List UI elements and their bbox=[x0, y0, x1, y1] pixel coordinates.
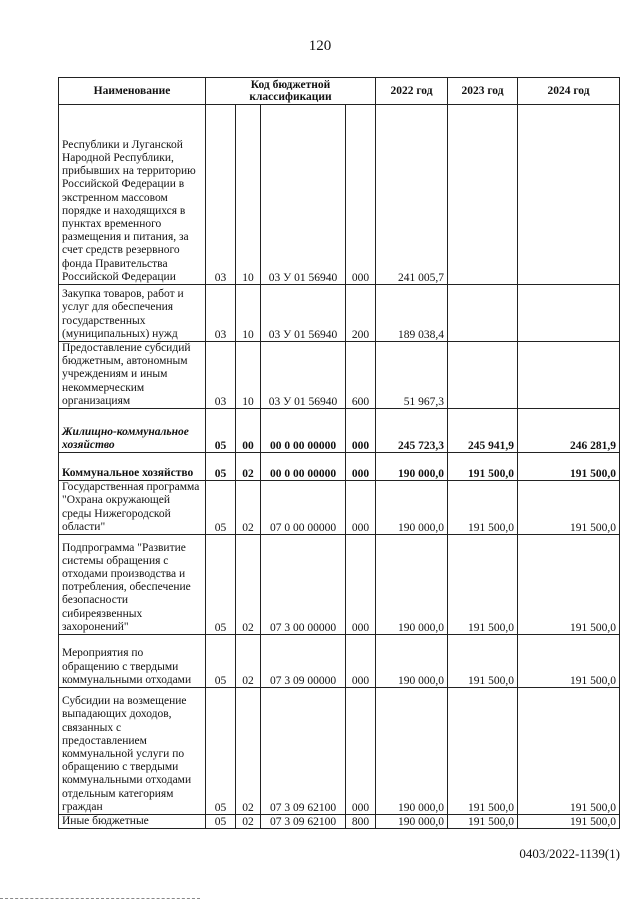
row-amount-2022: 241 005,7 bbox=[376, 105, 448, 285]
row-name: Субсидии на возмещение выпадающих доходов, связанных с предоставлением коммунальной услуги по обращению с твердыми коммунальными отходами отдельным категориям граждан bbox=[59, 688, 206, 815]
row-amount-2022: 189 038,4 bbox=[376, 285, 448, 342]
row-subsection: 02 bbox=[236, 815, 261, 829]
table-row bbox=[59, 285, 620, 342]
row-target-article: 07 0 00 00000 bbox=[261, 481, 346, 535]
row-section: 05 bbox=[206, 535, 236, 635]
row-section: 05 bbox=[206, 815, 236, 829]
row-target-article: 03 У 01 56940 bbox=[261, 285, 346, 342]
row-name: Республики и Луганской Народной Республики, прибывших на территорию Российской Федерации в экстренном массовом порядке и находящихся в пунктах временного размещения и питания, за счет средств резервного фонда Правительства Российской Федерации bbox=[59, 105, 206, 285]
row-target-article: 07 3 00 00000 bbox=[261, 535, 346, 635]
row-name: Подпрограмма "Развитие системы обращения с отходами производства и потребления, обеспечение безопасности сибиреязвенных захоронений" bbox=[59, 535, 206, 635]
row-amount-2022: 190 000,0 bbox=[376, 688, 448, 815]
table-row bbox=[59, 815, 620, 829]
document-code: 0403/2022-1139(1) bbox=[519, 846, 620, 861]
budget-table bbox=[58, 77, 620, 829]
row-amount-2023: 245 941,9 bbox=[448, 409, 518, 453]
table-row bbox=[59, 453, 620, 481]
row-target-article: 07 3 09 62100 bbox=[261, 815, 346, 829]
row-expense-type: 000 bbox=[346, 688, 376, 815]
row-subsection: 10 bbox=[236, 342, 261, 409]
table-row bbox=[59, 342, 620, 409]
row-target-article: 00 0 00 00000 bbox=[261, 409, 346, 453]
row-section: 05 bbox=[206, 481, 236, 535]
row-expense-type: 000 bbox=[346, 535, 376, 635]
row-amount-2023 bbox=[448, 105, 518, 285]
row-amount-2022: 190 000,0 bbox=[376, 453, 448, 481]
row-section: 03 bbox=[206, 105, 236, 285]
row-section: 05 bbox=[206, 688, 236, 815]
row-section: 05 bbox=[206, 635, 236, 688]
row-section: 05 bbox=[206, 409, 236, 453]
row-target-article: 03 У 01 56940 bbox=[261, 105, 346, 285]
row-amount-2024 bbox=[518, 342, 620, 409]
row-amount-2024: 191 500,0 bbox=[518, 481, 620, 535]
row-expense-type: 000 bbox=[346, 481, 376, 535]
row-name: Закупка товаров, работ и услуг для обеспечения государственных (муниципальных) нужд bbox=[59, 285, 206, 342]
row-amount-2024: 191 500,0 bbox=[518, 815, 620, 829]
row-expense-type: 000 bbox=[346, 105, 376, 285]
row-subsection: 02 bbox=[236, 535, 261, 635]
row-amount-2023: 191 500,0 bbox=[448, 635, 518, 688]
row-amount-2023 bbox=[448, 342, 518, 409]
row-section: 03 bbox=[206, 342, 236, 409]
row-name: Иные бюджетные bbox=[59, 815, 206, 829]
row-amount-2023: 191 500,0 bbox=[448, 688, 518, 815]
row-amount-2023: 191 500,0 bbox=[448, 815, 518, 829]
row-name: Жилищно-коммунальное хозяйство bbox=[59, 409, 206, 453]
row-amount-2024: 191 500,0 bbox=[518, 635, 620, 688]
row-amount-2023: 191 500,0 bbox=[448, 453, 518, 481]
row-section: 05 bbox=[206, 453, 236, 481]
table-header-row bbox=[59, 78, 620, 105]
row-amount-2022: 190 000,0 bbox=[376, 535, 448, 635]
row-name: Предоставление субсидий бюджетным, автономным учреждениям и иным некоммерческим организациям bbox=[59, 342, 206, 409]
row-target-article: 00 0 00 00000 bbox=[261, 453, 346, 481]
row-expense-type: 000 bbox=[346, 635, 376, 688]
row-subsection: 02 bbox=[236, 635, 261, 688]
row-subsection: 10 bbox=[236, 105, 261, 285]
row-target-article: 07 3 09 00000 bbox=[261, 635, 346, 688]
row-expense-type: 000 bbox=[346, 453, 376, 481]
table-row bbox=[59, 688, 620, 815]
row-subsection: 10 bbox=[236, 285, 261, 342]
row-name: Государственная программа "Охрана окружающей среды Нижегородской области" bbox=[59, 481, 206, 535]
row-amount-2024 bbox=[518, 285, 620, 342]
row-amount-2022: 190 000,0 bbox=[376, 481, 448, 535]
row-expense-type: 800 bbox=[346, 815, 376, 829]
row-amount-2024: 191 500,0 bbox=[518, 535, 620, 635]
row-expense-type: 600 bbox=[346, 342, 376, 409]
row-amount-2023: 191 500,0 bbox=[448, 535, 518, 635]
row-subsection: 02 bbox=[236, 688, 261, 815]
table-row bbox=[59, 535, 620, 635]
row-amount-2024 bbox=[518, 105, 620, 285]
row-target-article: 07 3 09 62100 bbox=[261, 688, 346, 815]
table-row bbox=[59, 409, 620, 453]
row-subsection: 00 bbox=[236, 409, 261, 453]
row-amount-2022: 51 967,3 bbox=[376, 342, 448, 409]
header-code: Код бюджетной классификации bbox=[206, 78, 376, 105]
row-amount-2022: 245 723,3 bbox=[376, 409, 448, 453]
row-amount-2022: 190 000,0 bbox=[376, 635, 448, 688]
footer-divider bbox=[0, 898, 200, 899]
row-subsection: 02 bbox=[236, 481, 261, 535]
row-amount-2024: 191 500,0 bbox=[518, 453, 620, 481]
row-target-article: 03 У 01 56940 bbox=[261, 342, 346, 409]
row-expense-type: 000 bbox=[346, 409, 376, 453]
table-row bbox=[59, 105, 620, 285]
row-amount-2024: 246 281,9 bbox=[518, 409, 620, 453]
header-name: Наименование bbox=[59, 78, 206, 105]
header-2024: 2024 год bbox=[518, 78, 620, 105]
header-2022: 2022 год bbox=[376, 78, 448, 105]
row-amount-2023: 191 500,0 bbox=[448, 481, 518, 535]
row-name: Коммунальное хозяйство bbox=[59, 453, 206, 481]
table-row bbox=[59, 481, 620, 535]
row-amount-2022: 190 000,0 bbox=[376, 815, 448, 829]
table-row bbox=[59, 635, 620, 688]
row-amount-2023 bbox=[448, 285, 518, 342]
header-2023: 2023 год bbox=[448, 78, 518, 105]
row-amount-2024: 191 500,0 bbox=[518, 688, 620, 815]
page-number: 120 bbox=[308, 38, 332, 54]
row-expense-type: 200 bbox=[346, 285, 376, 342]
row-subsection: 02 bbox=[236, 453, 261, 481]
row-name: Мероприятия по обращению с твердыми коммунальными отходами bbox=[59, 635, 206, 688]
row-section: 03 bbox=[206, 285, 236, 342]
